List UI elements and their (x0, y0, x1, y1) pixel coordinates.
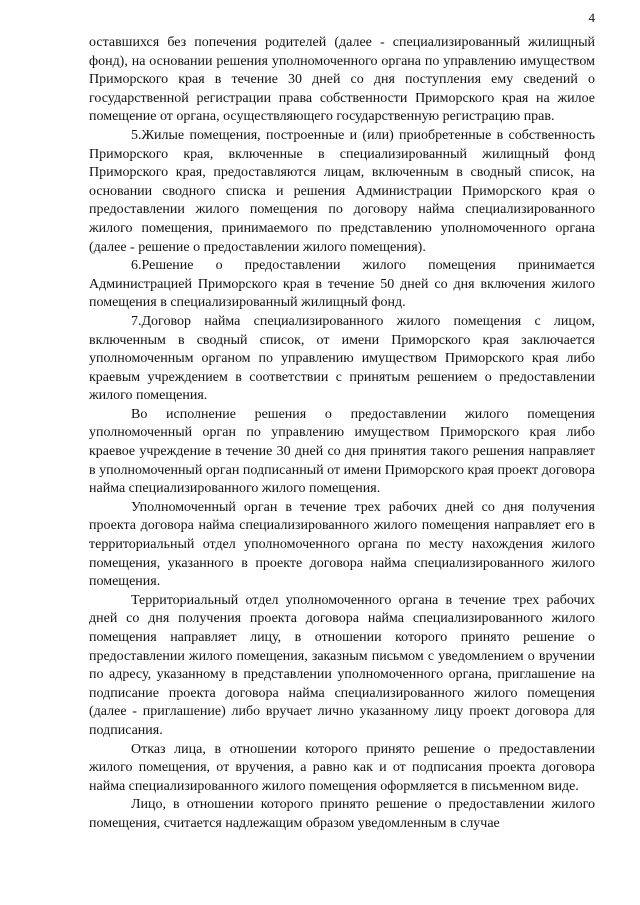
document-body (89, 34, 595, 834)
paragraph-notification: Лицо, в отношении которого принято решение о предоставлении жилого помещения, считается надлежащим образом уведомленным в случае (89, 797, 595, 831)
paragraph-forwarding: Уполномоченный орган в течение трех рабочих дней со дня получения проекта договора найма специализированного жилого помещения направляет его в территориальный отдел уполномоченного органа по месту нахождения жилого помещения, указанного в проекте договора найма специализированного жилого помещения. (89, 499, 595, 590)
paragraph-execution: Во исполнение решения о предоставлении жилого помещения уполномоченный орган по управлению имуществом Приморского края либо краевое учреждение в течение 30 дней со дня принятия такого решения направляет в уполномоченный орган подписанный от имени Приморского края проект договора найма специализированного жилого помещения. (89, 406, 595, 497)
paragraph-item-7: 7.Договор найма специализированного жилого помещения с лицом, включенным в сводный список, от имени Приморского края заключается уполномоченным органом по управлению имуществом Приморского края либо краевым учреждением в соответствии с принятым решением о предоставлении жилого помещения. (89, 313, 595, 404)
paragraph-continuation: оставшихся без попечения родителей (далее - специализированный жилищный фонд), на основании решения уполномоченного органа по управлению имуществом Приморского края в течение 30 дней со дня поступления ему сведений о государственной регистрации права собственности Приморского края на жилое помещение от органа, осуществляющего государственную регистрацию прав. (89, 35, 595, 125)
paragraph-item-5: 5.Жилые помещения, построенные и (или) приобретенные в собственность Приморского края, включенные в специализированный жилищный фонд Приморского края, предоставляются лицам, включенным в сводный список, на основании сводного списка и решения Администрации Приморского края о предоставлении жилого помещения по договору найма специализированного жилого помещения, принимаемого по представлению уполномоченного органа (далее - решение о предоставлении жилого помещения). (89, 127, 595, 255)
paragraph-item-6: 6.Решение о предоставлении жилого помещения принимается Администрацией Приморского края в течение 50 дней со дня включения жилого помещения в специализированный жилищный фонд. (89, 258, 595, 311)
paragraph-territorial-office: Территориальный отдел уполномоченного органа в течение трех рабочих дней со дня получения проекта договора найма специализированного жилого помещения направляет лицу, в отношении которого принято решение о предоставлении жилого помещения, заказным письмом с уведомлением о вручении по адресу, указанному в представлении уполномоченного органа, приглашение на подписание проекта договора найма специализированного жилого помещения (далее - приглашение) либо вручает лично указанному лицу проект договора для подписания. (89, 592, 595, 738)
paragraph-refusal: Отказ лица, в отношении которого принято решение о предоставлении жилого помещения, от вручения, а равно как и от подписания проекта договора найма специализированного жилого помещения оформляется в письменном виде. (89, 741, 595, 794)
page-number: 4 (588, 10, 595, 25)
